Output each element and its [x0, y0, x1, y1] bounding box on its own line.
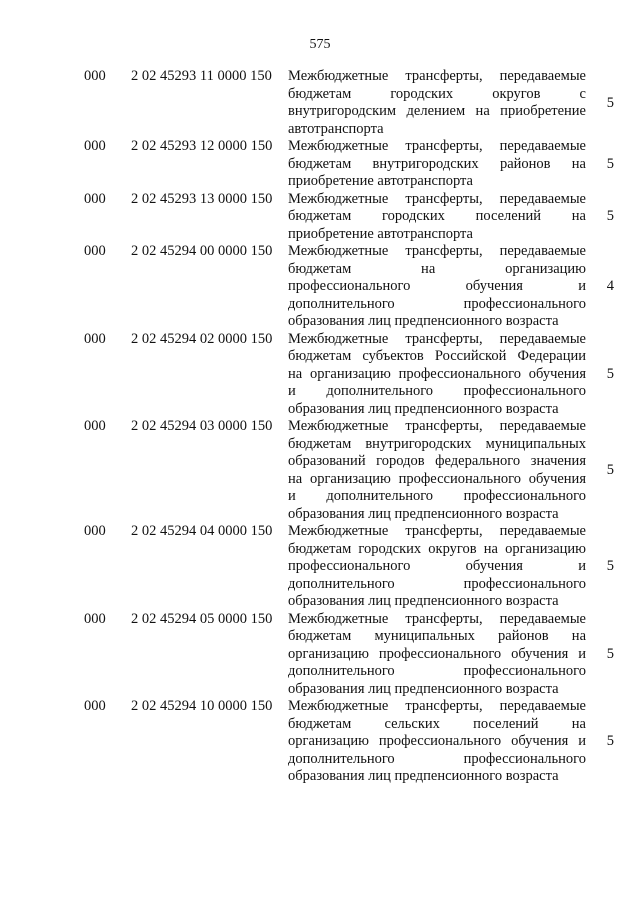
value-cell: 5	[606, 208, 614, 225]
value-cell: 5	[606, 733, 614, 750]
description-line: образования лиц предпенсионного возраста	[288, 768, 559, 784]
description-line: организацию профессионального обучения и	[288, 645, 586, 662]
description-line: организацию профессионального обучения и	[288, 733, 586, 749]
table-row	[0, 331, 640, 419]
revenue-description	[288, 523, 586, 611]
budget-classification-code: 2 02 45294 02 0000 150	[131, 330, 273, 347]
description-line: бюджетам внутригородских районов на	[288, 155, 586, 172]
value-cell: 5	[606, 645, 614, 662]
budget-classification-code: 2 02 45294 03 0000 150	[131, 418, 273, 434]
description-line: бюджетам муниципальных районов на	[288, 628, 586, 644]
budget-classification-code: 2 02 45294 10 0000 150	[131, 698, 273, 714]
description-line: дополнительного профессионального	[288, 663, 586, 679]
description-line: Межбюджетные трансферты, передаваемые	[288, 330, 586, 347]
description-line: дополнительного профессионального	[288, 750, 586, 767]
administrator-code: 000	[84, 330, 106, 347]
description-line: образования лиц предпенсионного возраста	[288, 593, 559, 609]
revenue-description	[288, 418, 586, 523]
description-line: образования лиц предпенсионного возраста	[288, 505, 559, 522]
table-row	[0, 243, 640, 331]
budget-classification-code: 2 02 45294 05 0000 150	[131, 610, 273, 627]
description-line: Межбюджетные трансферты, передаваемые	[288, 190, 586, 207]
description-line: приобретение автотранспорта	[288, 225, 473, 242]
description-line: бюджетам сельских поселений на	[288, 715, 586, 732]
description-line: на организацию профессионального обучения	[288, 470, 586, 487]
description-line: бюджетам городских округов на организацию	[288, 540, 586, 557]
revenue-description	[288, 331, 586, 419]
budget-code-table	[0, 68, 640, 786]
administrator-code: 000	[84, 523, 106, 539]
administrator-code: 000	[84, 190, 106, 207]
description-line: профессионального обучения и	[288, 278, 586, 294]
table-row	[0, 523, 640, 611]
table-row	[0, 611, 640, 699]
table-row	[0, 418, 640, 523]
page-number: 575	[309, 37, 331, 52]
value-cell: 5	[606, 558, 614, 575]
budget-classification-code: 2 02 45294 00 0000 150	[131, 243, 273, 259]
description-line: Межбюджетные трансферты, передаваемые	[288, 418, 586, 434]
revenue-description	[288, 191, 586, 244]
description-line: бюджетам внутригородских муниципальных	[288, 435, 586, 452]
table-row	[0, 138, 640, 191]
revenue-description	[288, 68, 586, 138]
description-line: Межбюджетные трансферты, передаваемые	[288, 68, 586, 84]
description-line: внутригородским делением на приобретение	[288, 103, 586, 119]
description-line: профессионального обучения и	[288, 558, 586, 574]
value-cell: 4	[606, 278, 614, 295]
budget-classification-code: 2 02 45294 04 0000 150	[131, 523, 273, 539]
budget-classification-code: 2 02 45293 13 0000 150	[131, 190, 273, 207]
administrator-code: 000	[84, 138, 106, 154]
administrator-code: 000	[84, 68, 106, 84]
value-cell: 5	[606, 155, 614, 172]
description-line: Межбюджетные трансферты, передаваемые	[288, 138, 586, 154]
description-line: дополнительного профессионального	[288, 575, 586, 592]
description-line: и дополнительного профессионального	[288, 488, 586, 504]
table-row	[0, 191, 640, 244]
revenue-description	[288, 138, 586, 191]
description-line: на организацию профессионального обучения	[288, 365, 586, 382]
description-line: Межбюджетные трансферты, передаваемые	[288, 523, 586, 539]
table-row	[0, 698, 640, 786]
budget-classification-code: 2 02 45293 12 0000 150	[131, 138, 273, 154]
description-line: бюджетам субъектов Российской Федерации	[288, 348, 586, 364]
description-line: приобретение автотранспорта	[288, 173, 473, 189]
revenue-description	[288, 698, 586, 786]
description-line: Межбюджетные трансферты, передаваемые	[288, 243, 586, 259]
description-line: бюджетам городских поселений на	[288, 208, 586, 224]
revenue-description	[288, 243, 586, 331]
description-line: Межбюджетные трансферты, передаваемые	[288, 610, 586, 627]
administrator-code: 000	[84, 418, 106, 434]
value-cell: 5	[606, 365, 614, 382]
value-cell: 5	[606, 462, 614, 478]
table-row	[0, 68, 640, 138]
description-line: образований городов федерального значения	[288, 453, 586, 469]
description-line: образования лиц предпенсионного возраста	[288, 313, 559, 329]
administrator-code: 000	[84, 610, 106, 627]
administrator-code: 000	[84, 243, 106, 259]
description-line: бюджетам на организацию	[288, 260, 586, 277]
revenue-description	[288, 611, 586, 699]
description-line: бюджетам городских округов с	[288, 85, 586, 102]
description-line: автотранспорта	[288, 120, 384, 137]
value-cell: 5	[606, 94, 614, 111]
administrator-code: 000	[84, 698, 106, 714]
description-line: дополнительного профессионального	[288, 295, 586, 312]
description-line: образования лиц предпенсионного возраста	[288, 680, 559, 697]
budget-classification-code: 2 02 45293 11 0000 150	[131, 68, 272, 84]
description-line: образования лиц предпенсионного возраста	[288, 400, 559, 417]
description-line: и дополнительного профессионального	[288, 383, 586, 399]
description-line: Межбюджетные трансферты, передаваемые	[288, 698, 586, 714]
